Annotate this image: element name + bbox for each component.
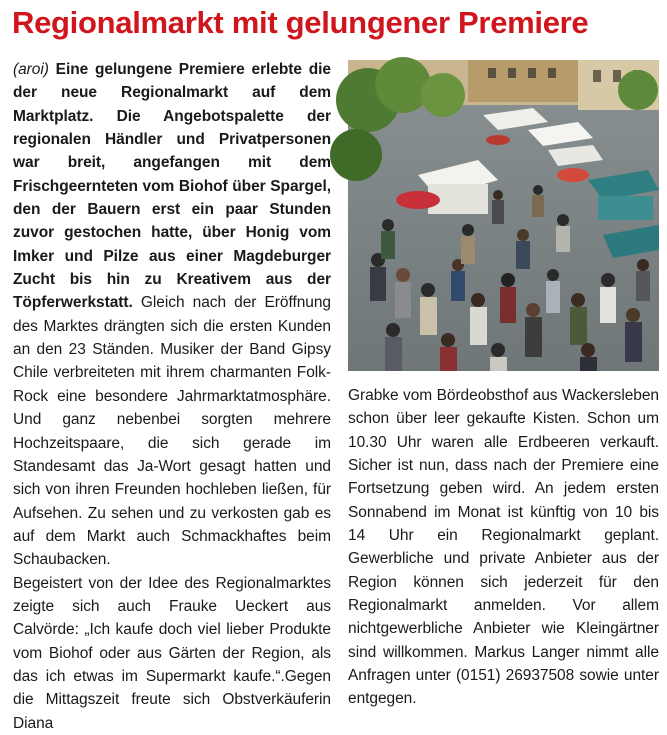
lead-text: Eine gelungene Premiere erlebte die der neue Regionalmarkt auf dem Marktplatz. Die Angebotspalette der regionalen Händler und Privatpersonen war breit, angefangen mit dem Frischgeernteten vom Biohof über Spargel, den der Bauern erst ein paar Stunden zuvor gestochen hatte, über Honig vom Imker und Pilze aus einer Magdeburger Zucht bis hin zu Kreativem aus der Töpferwerkstatt. [13, 61, 331, 312]
lead-paragraph [13, 58, 331, 572]
body-text-1: Gleich nach der Eröffnung des Marktes drängten sich die ersten Kunden an den 23 Ständen. Musiker der Band Gipsy Chile verbreiteten mit ihrem charmanten Folk-Rock eine besondere Jahrmarktatmosphäre. Und ganz nebenbei sorgten mehrere Hochzeitspaare, die sich gerade im Standesamt das Ja-Wort gesagt hatten und sich von ihren Freunden hochleben ließen, für Aufsehen. Zu sehen und zu verkosten gab es auf dem Markt auch Schmackhaftes beim Schaubacken. [13, 294, 331, 569]
dateline: (aroi) [13, 61, 49, 78]
body-paragraph-3: Grabke vom Bördeobsthof aus Wackersleben schon über leer gekaufte Kisten. Schon um 10.30 Uhr waren alle Erdbeeren verkauft. Sicher ist nun, dass nach der Premiere eine Fortsetzung geben wird. An jedem ersten Sonnabend im Monat ist künftig von 10 bis 14 Uhr ein Regionalmarkt geplant. Gewerbliche und private Anbieter aus der Region können sich jederzeit für den Regionalmarkt anmelden. Vor allem nichtgewerbliche Anbieter wie Kleingärtner sind willkommen. Markus Langer nimmt alle Anfragen unter (0151) 26937508 sowie unter entgegen. [348, 387, 659, 708]
article-column-left [13, 58, 331, 732]
market-photo [348, 60, 659, 371]
article-headline: Regionalmarkt mit gelungener Premiere [12, 5, 589, 40]
article-column-right [348, 384, 659, 708]
body-paragraph-2: Begeistert von der Idee des Regionalmarktes zeigte sich auch Frauke Ueckert aus Calvörde: „Ich kaufe doch viel lieber Produkte vom Biohof oder aus Gärten der Region, als das ich etwas im Supermarkt kaufe.“.Gegen die Mittagszeit freute sich Obstverkäuferin Diana [13, 574, 331, 732]
market-scene-illustration [348, 60, 659, 371]
